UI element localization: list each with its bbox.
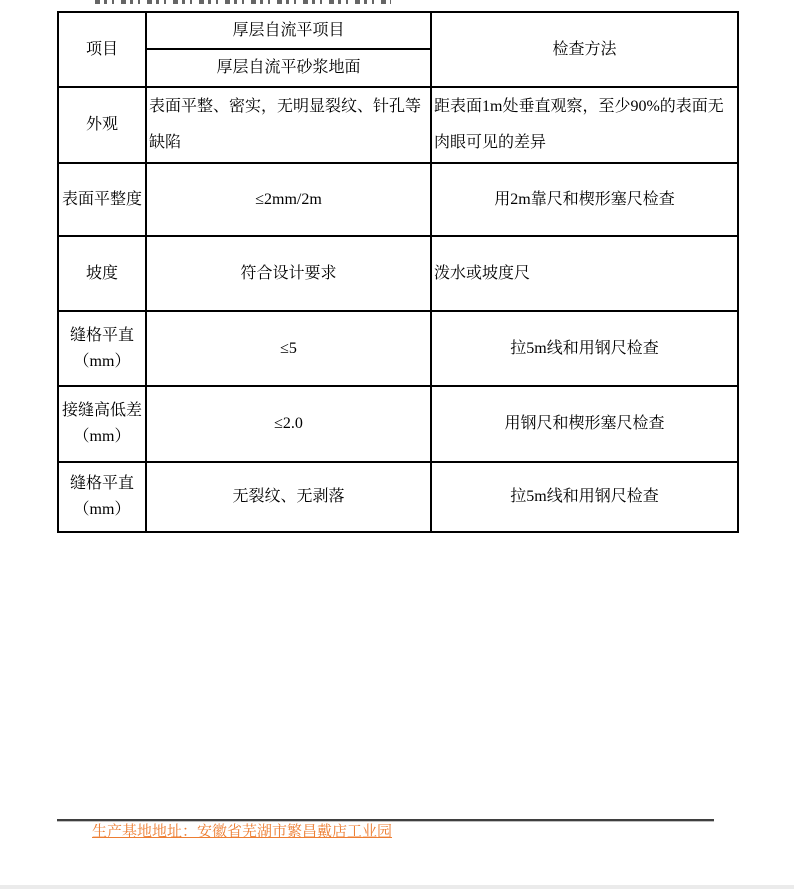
table-row xyxy=(58,236,738,311)
table-header-item: 项目 xyxy=(58,12,146,87)
table-cell-item xyxy=(58,462,146,532)
item-unit: （mm） xyxy=(73,352,131,370)
table-row xyxy=(58,87,738,163)
table-header-project-type: 厚层自流平项目 xyxy=(146,12,431,49)
table-cell-item: 表面平整度 xyxy=(58,163,146,236)
table-row xyxy=(58,311,738,386)
table-cell-method: 拉5m线和用钢尺检查 xyxy=(431,311,738,386)
clipped-title-fragment xyxy=(95,0,391,4)
table-cell-item: 坡度 xyxy=(58,236,146,311)
page-bottom-edge xyxy=(0,885,794,889)
item-label: 缝格平直 xyxy=(69,475,134,492)
item-unit: （mm） xyxy=(73,501,131,518)
table-cell-method: 用2m靠尺和楔形塞尺检查 xyxy=(431,163,738,236)
table-cell-item xyxy=(58,311,146,386)
table-cell-requirement: 表面平整、密实，无明显裂纹、针孔等缺陷 xyxy=(146,87,431,163)
table-cell-requirement: 无裂纹、无剥落 xyxy=(146,462,431,532)
item-label: 缝格平直 xyxy=(69,326,134,344)
inspection-spec-table xyxy=(57,11,739,533)
item-unit: （mm） xyxy=(73,428,131,445)
table-row xyxy=(58,462,738,532)
item-label: 接缝高低差 xyxy=(61,402,142,419)
table-row xyxy=(58,386,738,462)
table-header-project-surface: 厚层自流平砂浆地面 xyxy=(146,49,431,87)
table-cell-method: 泼水或坡度尺 xyxy=(431,236,738,311)
table-cell-method: 距表面1m处垂直观察，至少90%的表面无肉眼可见的差异 xyxy=(431,87,738,163)
table-cell-requirement: ≤2.0 xyxy=(146,386,431,462)
table-cell-method: 拉5m线和用钢尺检查 xyxy=(431,462,738,532)
footnote-separator xyxy=(57,819,714,822)
table-row xyxy=(58,163,738,236)
footer-address: 生产基地地址：安徽省芜湖市繁昌戴店工业园 xyxy=(92,824,393,840)
table-cell-requirement: ≤5 xyxy=(146,311,431,386)
table-cell-requirement: ≤2mm/2m xyxy=(146,163,431,236)
table-cell-item xyxy=(58,386,146,462)
table-header-method: 检查方法 xyxy=(431,12,738,87)
table-cell-item: 外观 xyxy=(58,87,146,163)
table-cell-method: 用钢尺和楔形塞尺检查 xyxy=(431,386,738,462)
table-cell-requirement: 符合设计要求 xyxy=(146,236,431,311)
